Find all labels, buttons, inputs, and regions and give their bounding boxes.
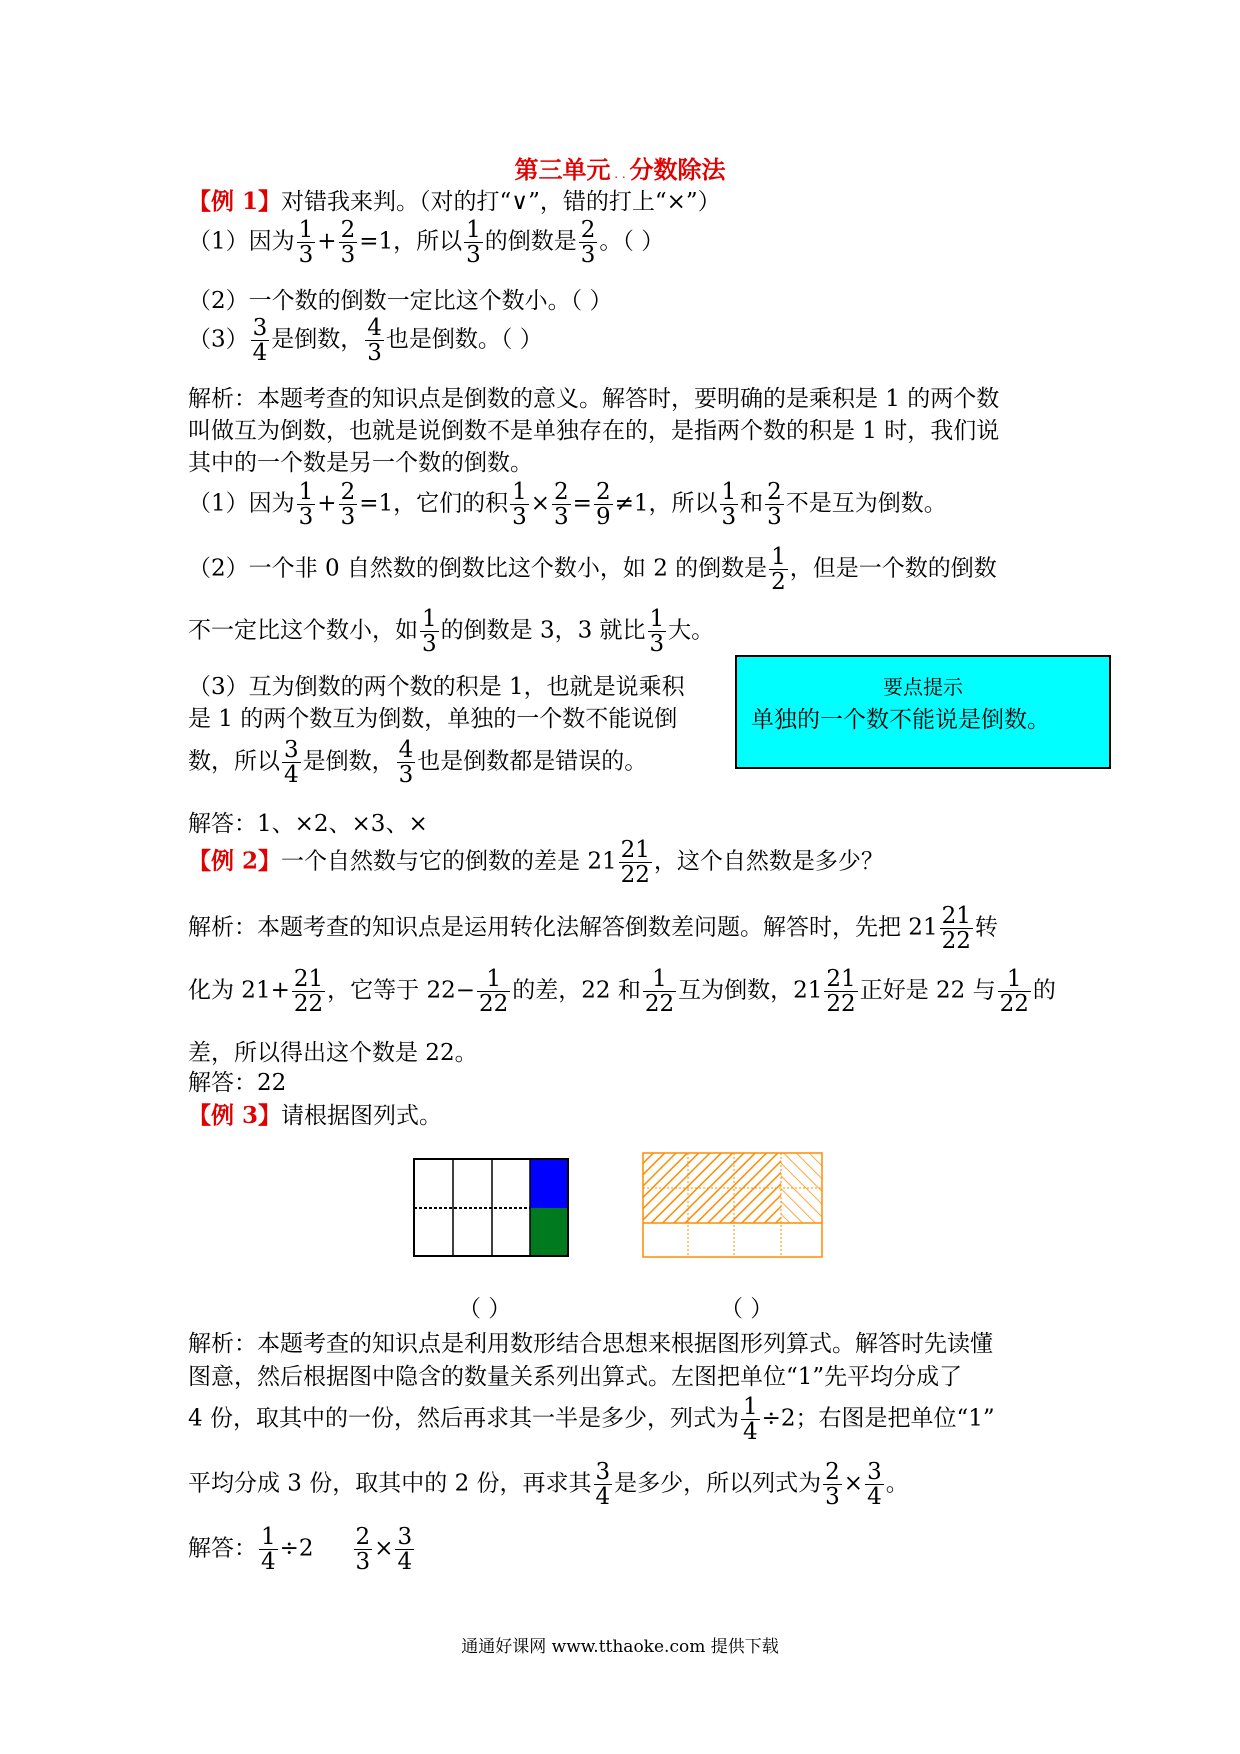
fraction — [824, 967, 857, 1016]
ex3-analysis-4 — [188, 1460, 909, 1509]
fraction-part: 4 — [595, 1484, 611, 1511]
text: 和 — [740, 490, 764, 517]
fraction-part: 3 — [367, 340, 382, 367]
ex2-analysis-1 — [188, 904, 998, 953]
text: + — [317, 228, 337, 255]
fraction — [940, 904, 973, 953]
fraction — [282, 738, 301, 787]
text: 转 — [974, 914, 998, 941]
right-figure — [642, 1152, 824, 1259]
fraction-part: 4 — [398, 737, 414, 763]
fraction — [339, 218, 358, 267]
example-tag: 【例 1】 — [188, 188, 282, 215]
fraction-part: 3 — [867, 1459, 882, 1485]
fraction-part: 1 — [771, 544, 786, 570]
example-1-heading — [188, 183, 721, 216]
fraction-part: 3 — [580, 242, 596, 269]
example-tag: 【例 2】 — [188, 847, 282, 875]
fraction-part: 1 — [298, 479, 314, 505]
fraction — [259, 1525, 278, 1574]
fraction-part: 1 — [422, 606, 437, 632]
fraction-part: 4 — [397, 1549, 413, 1576]
fraction — [397, 738, 416, 787]
example-3-heading — [188, 1097, 442, 1130]
fraction — [648, 607, 667, 656]
fraction-part: 4 — [284, 762, 299, 789]
fraction — [464, 218, 483, 267]
ex1-answer-1 — [188, 480, 947, 529]
fraction — [594, 480, 613, 529]
ex1-q1 — [188, 218, 664, 267]
text: 解析：本题考查的知识点是运用转化法解答倒数差问题。解答时，先把 21 — [188, 914, 938, 941]
text: 也是倒数。（ ） — [385, 326, 543, 353]
fraction-part: 1 — [261, 1524, 276, 1550]
fraction-part: 4 — [367, 315, 382, 341]
fraction-part: 2 — [340, 217, 356, 243]
text: 的倒数是 3，3 就比 — [440, 617, 646, 644]
fraction-part: 1 — [512, 479, 527, 505]
fraction-part: 3 — [298, 504, 314, 531]
fraction-part: 2 — [355, 1524, 371, 1550]
text: ÷2 — [279, 1535, 314, 1562]
example-text: 对错我来判。（对的打“∨”，错的打上“×”） — [281, 189, 721, 215]
fraction-part: 3 — [284, 737, 299, 763]
answer-blank-left: （ ） — [458, 1296, 512, 1322]
fraction — [594, 1460, 613, 1509]
analysis-line: 是 1 的两个数互为倒数，单独的一个数不能说倒 — [188, 706, 678, 732]
fraction-part: 3 — [252, 315, 268, 341]
fraction — [552, 480, 571, 529]
fraction-part: 1 — [643, 967, 676, 992]
fraction-part: 22 — [999, 991, 1029, 1018]
fraction — [365, 316, 384, 365]
fraction-part: 1 — [466, 217, 481, 243]
text: 的 — [1032, 977, 1056, 1004]
ex3-final-answer — [188, 1525, 416, 1574]
fraction-part: 3 — [355, 1549, 371, 1576]
ex2-final-answer: 解答：22 — [188, 1070, 287, 1096]
fraction — [477, 967, 510, 1016]
analysis-line: 叫做互为倒数，也就是说倒数不是单独存在的，是指两个数的积是 1 时，我们说 — [188, 418, 1000, 444]
ex1-q3 — [188, 316, 543, 365]
text: 是多少，所以列式为 — [614, 1470, 822, 1497]
fraction-part: 1 — [477, 967, 510, 992]
fraction — [297, 480, 316, 529]
fraction-part: 22 — [293, 991, 324, 1018]
text: 。 — [885, 1470, 909, 1497]
fraction-part: 21 — [826, 966, 856, 992]
text: 正好是 22 与 — [859, 977, 996, 1004]
fraction-part: 21 — [620, 837, 650, 863]
fraction-part: 1 — [721, 479, 737, 505]
text: 4 份，取其中的一份，然后再求其一半是多少，列式为 — [188, 1405, 739, 1432]
text: ，但是一个数的倒数 — [789, 555, 997, 582]
text: 。（ ） — [599, 228, 665, 255]
text: 解答： — [188, 1535, 257, 1562]
fraction-part: 3 — [397, 1524, 413, 1550]
fraction-part: 2 — [340, 479, 356, 505]
fraction — [619, 838, 652, 887]
green-cell — [530, 1208, 568, 1256]
fraction — [251, 316, 270, 365]
text: ，它等于 22− — [327, 977, 475, 1004]
fraction — [769, 545, 788, 594]
fraction-part: 1 — [742, 1394, 758, 1420]
fraction-part: 3 — [595, 1459, 611, 1485]
text: 是倒数， — [302, 748, 395, 775]
fraction-part: 21 — [293, 966, 324, 992]
analysis-line: （3）互为倒数的两个数的积是 1，也就是说乘积 — [188, 674, 685, 700]
fraction — [354, 1525, 373, 1574]
text: 大。 — [668, 617, 715, 644]
text: × — [374, 1535, 394, 1562]
fraction-part: 3 — [298, 242, 314, 269]
fraction-part: 4 — [867, 1484, 882, 1511]
ex1-q2: （2）一个数的倒数一定比这个数小。（ ） — [188, 288, 613, 314]
fraction — [998, 967, 1031, 1016]
key-point-heading: 要点提示 — [883, 675, 963, 699]
text: 化为 21+ — [188, 977, 290, 1004]
text: 平均分成 3 份，取其中的 2 份，再求其 — [188, 1470, 592, 1497]
text: 的差，22 和 — [512, 977, 641, 1004]
fraction — [823, 1460, 842, 1509]
text: 不是互为倒数。 — [785, 490, 947, 517]
fraction-part: 3 — [825, 1484, 840, 1511]
footer: 通通好课网 www.tthaoke.com 提供下载 — [461, 1637, 779, 1657]
text: （1）因为 — [188, 228, 295, 255]
text: ÷2；右图是把单位“1” — [761, 1405, 995, 1432]
fraction-part: 1 — [649, 606, 665, 632]
key-point-text: 单独的一个数不能说是倒数。 — [751, 707, 1050, 733]
fraction — [339, 480, 358, 529]
fraction — [720, 480, 739, 529]
text: + — [317, 490, 337, 517]
fraction — [741, 1395, 760, 1444]
fraction-part: 4 — [261, 1549, 276, 1576]
title-left: 第三单元 — [514, 155, 611, 184]
text: 一个自然数与它的倒数的差是 21 — [281, 848, 617, 875]
text: 请根据图列式。 — [281, 1103, 443, 1129]
fraction-part: 1 — [298, 217, 314, 243]
analysis-line: 解析：本题考查的知识点是利用数形结合思想来根据图形列算式。解答时先读懂 — [188, 1331, 993, 1357]
fraction — [420, 607, 439, 656]
fraction-part: 2 — [771, 569, 786, 596]
fraction — [643, 967, 676, 1016]
fraction-part: 21 — [941, 903, 971, 929]
ex1-answer-2b — [188, 607, 714, 656]
text: = — [572, 490, 592, 517]
text: =1，所以 — [359, 228, 463, 255]
ex1-final-answer: 解答：1、×2、×3、× — [188, 811, 428, 837]
fraction-part: 3 — [721, 504, 737, 531]
text: 是倒数， — [271, 326, 364, 353]
text: （2）一个非 0 自然数的倒数比这个数小，如 2 的倒数是 — [188, 555, 768, 582]
fraction-part: 22 — [479, 991, 509, 1018]
fraction-part: 3 — [554, 504, 569, 531]
analysis-line: 图意，然后根据图中隐含的数量关系列出算式。左图把单位“1”先平均分成了 — [188, 1364, 963, 1390]
fraction — [579, 218, 598, 267]
text: （3） — [188, 326, 249, 353]
fraction-part: 3 — [422, 631, 437, 658]
analysis-line: 差，所以得出这个数是 22。 — [188, 1040, 478, 1066]
text: =1，它们的积 — [359, 490, 509, 517]
fraction-part: 3 — [398, 762, 414, 789]
text: 的倒数是 — [484, 228, 577, 255]
fraction-part: 3 — [649, 631, 665, 658]
example-2-heading — [188, 838, 884, 887]
analysis-line: 解析：本题考查的知识点是倒数的意义。解答时，要明确的是乘积是 1 的两个数 — [188, 386, 1000, 412]
ex1-answer-3 — [188, 738, 647, 787]
fraction-part: 1 — [998, 967, 1031, 992]
text: ≠1，所以 — [614, 490, 718, 517]
fraction-part: 3 — [340, 242, 356, 269]
fraction-part: 2 — [554, 479, 569, 505]
text: × — [530, 490, 551, 517]
fraction-part: 2 — [595, 479, 611, 505]
fraction-part: 2 — [825, 1459, 840, 1485]
fraction — [297, 218, 316, 267]
title-right: 分数除法 — [629, 155, 726, 184]
ex1-answer-2 — [188, 545, 997, 594]
text: 也是倒数都是错误的。 — [417, 748, 648, 775]
ex2-analysis-2 — [188, 967, 1056, 1016]
fraction-part: 4 — [742, 1419, 758, 1446]
fraction-part: 3 — [340, 504, 356, 531]
example-tag: 【例 3】 — [188, 1102, 282, 1129]
fraction-part: 22 — [826, 991, 856, 1018]
fraction-part: 4 — [252, 340, 268, 367]
text: 数，所以 — [188, 748, 280, 775]
blue-cell — [530, 1159, 568, 1208]
fraction-part: 3 — [767, 504, 782, 531]
text: × — [843, 1470, 864, 1497]
left-figure — [413, 1158, 573, 1258]
fraction-part: 22 — [620, 862, 650, 889]
fraction — [292, 967, 325, 1016]
page-title — [0, 150, 1240, 185]
title-gap: . . — [610, 167, 630, 181]
text: （1）因为 — [188, 490, 295, 517]
fraction — [865, 1460, 884, 1509]
fraction — [765, 480, 784, 529]
text: 互为倒数，21 — [678, 977, 823, 1004]
fraction-part: 22 — [941, 928, 971, 955]
fraction-part: 9 — [595, 504, 611, 531]
text: 不一定比这个数小，如 — [188, 617, 418, 644]
fraction — [395, 1525, 414, 1574]
text: ，这个自然数是多少？ — [653, 848, 884, 875]
fraction-part: 22 — [644, 991, 675, 1018]
key-point-box — [735, 655, 1111, 769]
fraction-part: 2 — [767, 479, 782, 505]
ex3-analysis-3 — [188, 1395, 995, 1444]
fraction-part: 3 — [466, 242, 481, 269]
fraction-part: 2 — [580, 217, 596, 243]
answer-blank-right: （ ） — [720, 1296, 774, 1322]
fraction — [510, 480, 529, 529]
analysis-line: 其中的一个数是另一个数的倒数。 — [188, 450, 533, 476]
fraction-part: 3 — [512, 504, 527, 531]
